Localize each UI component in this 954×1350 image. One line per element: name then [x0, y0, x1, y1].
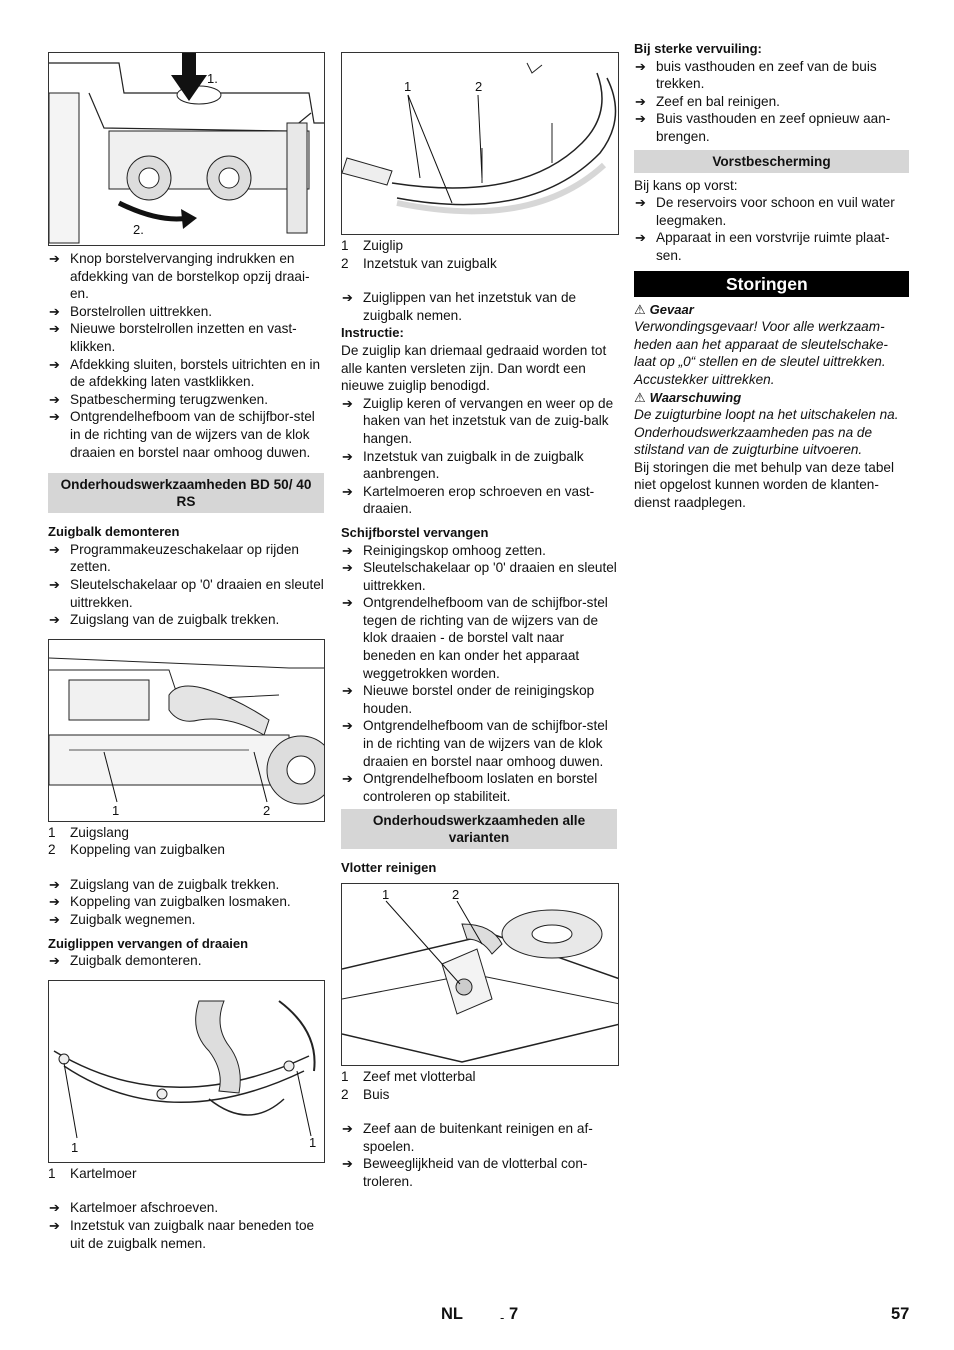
steps-zuigbalk	[48, 541, 324, 629]
machine-illustration	[49, 53, 325, 246]
legend-item: 1 Kartelmoer	[48, 1165, 137, 1181]
steps-zuiglippen-nemen	[341, 289, 617, 324]
legend-item: 1 Zuiglip	[341, 238, 404, 253]
footer-section-page: 7	[509, 1305, 519, 1323]
warning-triangle-icon: ⚠	[634, 389, 646, 405]
footer-separator: -	[500, 1310, 505, 1325]
figure-kartelmoer	[48, 980, 325, 1163]
float-filter-illustration	[342, 884, 619, 1066]
legend-fig3	[48, 1165, 324, 1183]
subheading-zuigbalk-demonteren: Zuigbalk demonteren	[48, 524, 180, 540]
step: ➔ Kartelmoeren erop schroeven en vast-draaien.	[341, 483, 617, 518]
step: ➔ Knop borstelvervanging indrukken en afdekking van de borstelkop opzij draai-en.	[48, 250, 324, 303]
step: ➔ Zuiglip keren of vervangen en weer op de haken van het inzetstuk van de zuig-balk hangen.	[341, 395, 617, 448]
waarschuwing-text: De zuigturbine loopt na het uitschakelen na. Onderhoudswerkzaamheden pas na de stilstand van de zuigturbine uitvoeren.	[634, 407, 899, 458]
step: ➔ Kartelmoer afschroeven.	[48, 1199, 324, 1217]
step: ➔ Reinigingskop omhoog zetten.	[341, 542, 617, 560]
figure-vlotter	[341, 883, 619, 1066]
step: ➔ Buis vasthouden en zeef opnieuw aan-brengen.	[634, 110, 909, 145]
step: ➔ Zuigbalk demonteren.	[48, 952, 324, 970]
steps-vorst	[634, 194, 909, 264]
instructie-label: Instructie:	[341, 325, 404, 341]
column-2	[341, 40, 617, 1191]
callout-1: 1	[404, 79, 412, 94]
figure-zuiglip	[341, 52, 619, 235]
steps-zeef	[341, 1120, 617, 1190]
figure-brush-replacement	[48, 52, 325, 246]
instructie-text: De zuiglip kan driemaal gedraaid worden tot alle kanten versleten zijn. Dan wordt een nieuwe zuiglip benodigd.	[341, 342, 607, 394]
callout-2: 2	[263, 802, 271, 818]
step: ➔ Borstelrollen uittrekken.	[48, 303, 324, 321]
storingen-text: Bij storingen die met behulp van deze tabel niet opgelost kunnen worden de klanten-dienst raadplegen.	[634, 459, 894, 511]
callout-2: 2	[475, 79, 483, 94]
subheading-schijfborstel: Schijfborstel vervangen	[341, 524, 489, 540]
step: ➔ Ontgrendelhefboom loslaten en borstel controleren op stabiliteit.	[341, 770, 617, 805]
step: ➔ Beweeglijkheid van de vlotterbal con-troleren.	[341, 1155, 617, 1190]
figure-zuigslang	[48, 639, 325, 822]
legend-item: 2 Buis	[341, 1086, 390, 1102]
steps-sterke-vervuiling	[634, 58, 909, 146]
chapter-title: Storingen	[634, 271, 909, 297]
footer-page-number: 57	[891, 1305, 910, 1323]
callout-2: 2	[452, 887, 460, 902]
section-heading-alle: Onderhoudswerkzaamheden alle varianten	[341, 809, 617, 849]
subheading-vlotter: Vlotter reinigen	[341, 860, 437, 876]
step: ➔ Zuigbalk wegnemen.	[48, 911, 324, 929]
step: ➔ buis vasthouden en zeef van de buis trekken.	[634, 58, 909, 93]
step: ➔ Nieuwe borstelrollen inzetten en vast-klikken.	[48, 320, 324, 355]
step: ➔ Koppeling van zuigbalken losmaken.	[48, 893, 324, 911]
squeegee-insert-illustration	[49, 981, 325, 1163]
step: ➔ De reservoirs voor schoon en vuil water leegmaken.	[634, 194, 909, 229]
steps-kartelmoer	[48, 1199, 324, 1252]
footer-language: NL	[441, 1305, 463, 1323]
warning-gevaar: ⚠ Gevaar	[634, 301, 694, 317]
legend-item: 1 Zeef met vlotterbal	[341, 1069, 476, 1084]
steps-zuigslang	[48, 876, 324, 929]
callout-1: 1	[382, 887, 390, 902]
step: ➔ Sleutelschakelaar op '0' draaien en sleutel uittrekken.	[341, 559, 617, 594]
step: ➔ Afdekking sluiten, borstels uitrichten en in de afdekking laten vastklikken.	[48, 356, 324, 391]
section-heading-vorst: Vorstbescherming	[634, 150, 909, 173]
legend-fig2	[48, 824, 324, 859]
vorst-intro: Bij kans op vorst:	[634, 177, 738, 193]
step: ➔ Inzetstuk van zuigbalk naar beneden toe uit de zuigbalk nemen.	[48, 1217, 324, 1252]
step: ➔ Nieuwe borstel onder de reinigingskop houden.	[341, 682, 617, 717]
step: ➔ Zeef aan de buitenkant reinigen en af-spoelen.	[341, 1120, 617, 1155]
callout-1: 1.	[207, 71, 218, 86]
legend-fig4	[341, 237, 617, 272]
warning-triangle-icon: ⚠	[634, 301, 646, 317]
step: ➔ Zeef en bal reinigen.	[634, 93, 909, 111]
gevaar-text: Verwondingsgevaar! Voor alle werkzaam-heden aan het apparaat de sleutelschake-laat op „0“ stellen en de sleutel uittrekken. Accustekker uittrekken.	[634, 319, 888, 387]
legend-item: 1 Zuigslang	[48, 824, 129, 840]
steps-brush	[48, 250, 324, 461]
callout-1b: 1	[309, 1134, 317, 1150]
step: ➔ Inzetstuk van zuigbalk in de zuigbalk aanbrengen.	[341, 448, 617, 483]
step: ➔ Spatbescherming terugzwenken.	[48, 391, 324, 409]
subheading-zuiglippen: Zuiglippen vervangen of draaien	[48, 935, 249, 951]
step: ➔ Ontgrendelhefboom van de schijfbor-stel in de richting van de wijzers van de klok draaien en borstel naar omhoog duwen.	[341, 717, 617, 770]
legend-fig5	[341, 1068, 617, 1103]
step: ➔ Sleutelschakelaar op '0' draaien en sleutel uittrekken.	[48, 576, 324, 611]
callout-1: 1	[112, 802, 120, 818]
step: ➔ Zuigslang van de zuigbalk trekken.	[48, 876, 324, 894]
step: ➔ Apparaat in een vorstvrije ruimte plaat-sen.	[634, 229, 909, 264]
callout-2: 2.	[133, 222, 144, 237]
legend-item: 2 Koppeling van zuigbalken	[48, 842, 225, 858]
step: ➔ Ontgrendelhefboom van de schijfbor-stel tegen de richting van de wijzers van de klok draaien - de borstel valt naar beneden en kan onder het apparaat weggetrokken worden.	[341, 594, 617, 682]
steps-zuiglip-keren	[341, 395, 617, 518]
step: ➔ Programmakeuzeschakelaar op rijden zetten.	[48, 541, 324, 576]
squeegee-illustration	[49, 640, 325, 822]
column-1	[48, 40, 324, 1252]
callout-1: 1	[71, 1139, 79, 1155]
step: ➔ Ontgrendelhefboom van de schijfbor-stel in de richting van de wijzers van de klok draaien en borstel naar omhoog duwen.	[48, 408, 324, 461]
step: ➔ Zuigslang van de zuigbalk trekken.	[48, 611, 324, 629]
legend-item: 2 Inzetstuk van zuigbalk	[341, 255, 497, 271]
steps-schijfborstel	[341, 542, 617, 806]
column-3	[634, 40, 909, 512]
step: ➔ Zuiglippen van het inzetstuk van de zuigbalk nemen.	[341, 289, 617, 324]
section-heading-bd: Onderhoudswerkzaamheden BD 50/ 40 RS	[48, 473, 324, 513]
steps-zuiglippen	[48, 952, 324, 970]
warning-waarschuwing: ⚠ Waarschuwing	[634, 389, 742, 405]
subheading-sterke-vervuiling: Bij sterke vervuiling:	[634, 41, 762, 56]
